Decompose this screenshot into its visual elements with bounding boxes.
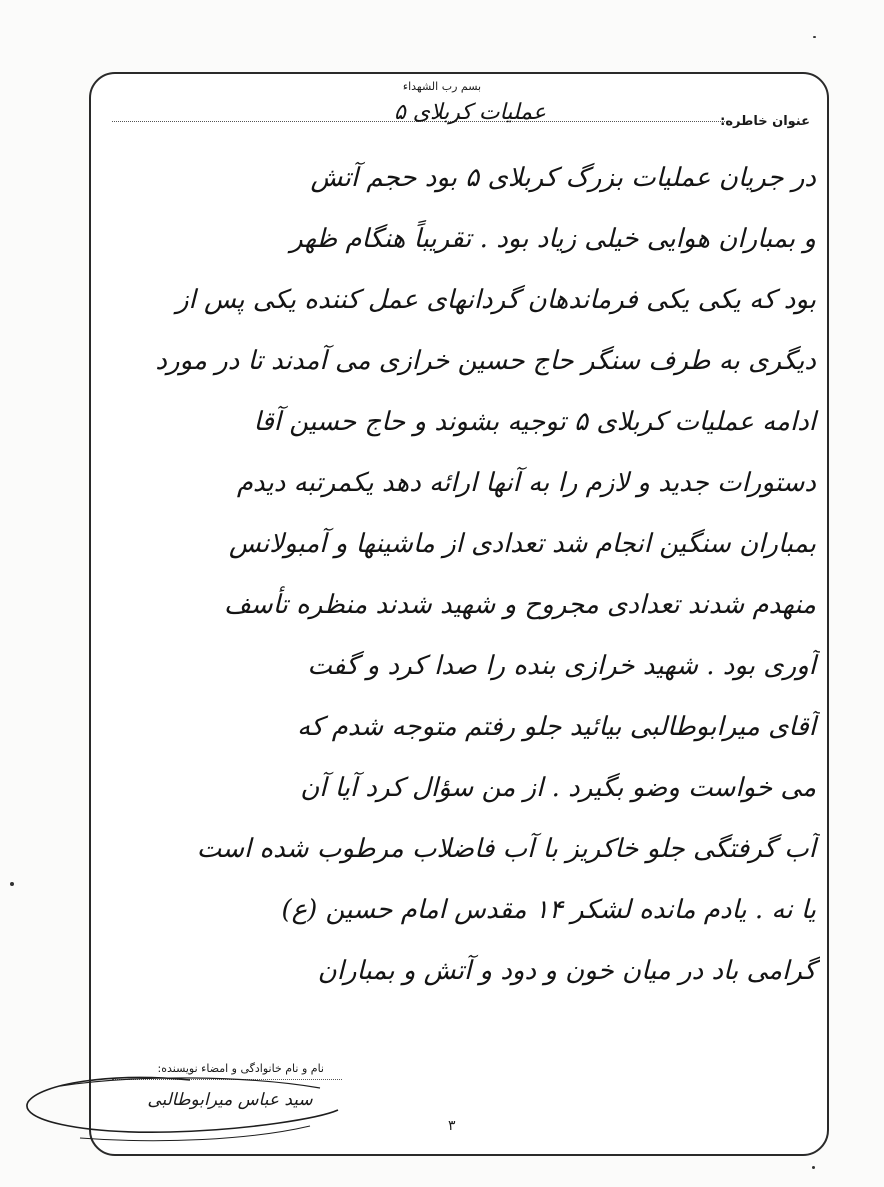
memoir-line: آوری بود . شهید خرازی بنده را صدا کرد و گفت [307, 651, 816, 681]
memoir-line: یا نه . یادم مانده لشکر ۱۴ مقدس امام حسین (ع) [281, 895, 816, 925]
memoir-line: منهدم شدند تعدادی مجروح و شهید شدند منظره تأسف [224, 590, 816, 620]
title-label: عنوان خاطره: [720, 114, 810, 129]
memoir-line: آب گرفتگی جلو خاکریز با آب فاضلاب مرطوب شده است [196, 834, 816, 864]
memoir-line: می خواست وضو بگیرد . از من سؤال کرد آیا آن [300, 773, 816, 803]
author-name: سید عباس میرابوطالبی [147, 1090, 313, 1110]
page-number: ۳ [448, 1118, 456, 1134]
memoir-line: دستورات جدید و لازم را به آنها ارائه دهد یکمرتبه دیدم [236, 468, 816, 498]
basmala-header: بسم رب الشهداء [402, 80, 482, 93]
author-label: نام و نام خانوادگی و امضاء نویسنده: [157, 1062, 324, 1075]
memoir-line: و بمباران هوایی خیلی زیاد بود . تقریباً هنگام ظهر [290, 224, 816, 254]
memoir-line: ادامه عملیات کربلای ۵ توجیه بشوند و حاج حسین آقا [253, 407, 816, 437]
memoir-line: گرامی باد در میان خون و دود و آتش و بمباران [317, 956, 816, 986]
memoir-line: آقای میرابوطالبی بیائید جلو رفتم متوجه شدم که [297, 712, 816, 742]
memoir-line: بمباران سنگین انجام شد تعدادی از ماشینها و آمبولانس [228, 529, 816, 559]
memoir-line: در جریان عملیات بزرگ کربلای ۵ بود حجم آتش [310, 163, 816, 193]
scan-speck [812, 1166, 815, 1169]
scan-speck [10, 882, 14, 886]
memoir-line: بود که یکی یکی فرماندهان گردانهای عمل کننده یکی پس از [176, 285, 816, 315]
memoir-line: دیگری به طرف سنگر حاج حسین خرازی می آمدند تا در مورد [155, 346, 816, 376]
scan-speck [813, 36, 816, 38]
memoir-title: عملیات کربلای ۵ [393, 100, 547, 125]
memoir-body [100, 148, 820, 1002]
